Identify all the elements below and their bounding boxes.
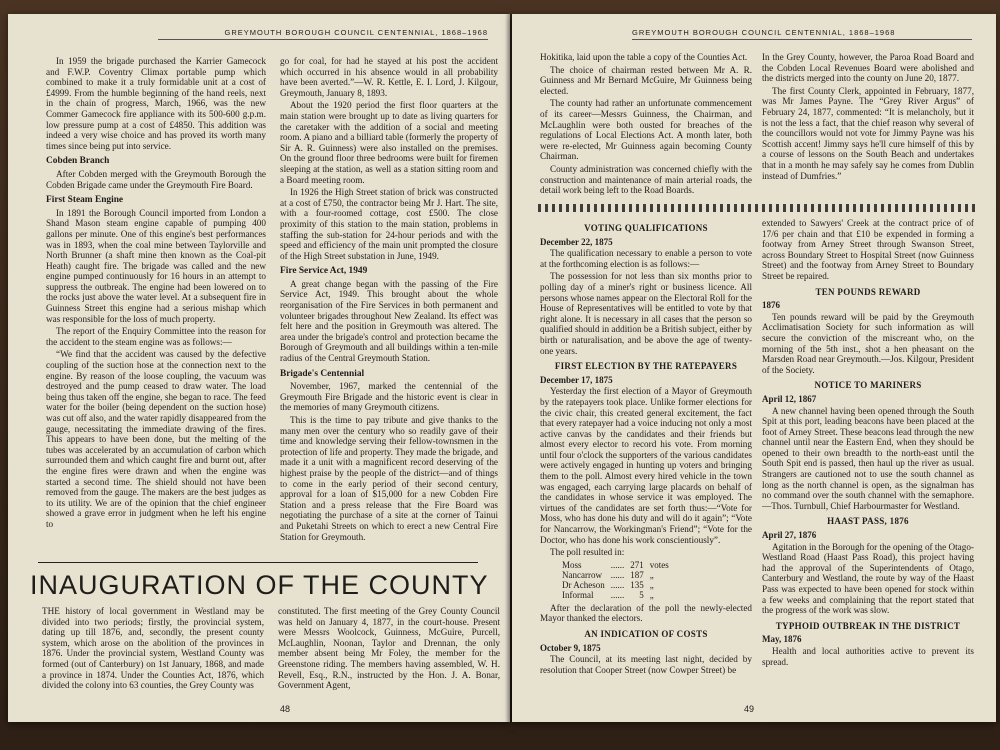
paragraph: The poll resulted in: (550, 547, 625, 558)
poll-dots: ...... (610, 579, 625, 590)
poll-dots: ...... (610, 559, 625, 570)
paragraph: November, 1967, marked the centennial of the Greymouth Fire Brigade and the historic event is clear in the memories of many Greymouth citizens. (280, 381, 498, 413)
right-top-column-1 (540, 52, 752, 202)
paragraph: The possession for not less than six months prior to polling day of a miner's right or business licence. All persons whose names appear on the Electoral Roll for the House of Representatives will be entitled to vote by that right alone. It is necessary in all cases that the person so qualified should in addition be a British subject, either by birth or naturalisation, and be above the age of twenty-one years. (540, 271, 752, 356)
poll-row (562, 590, 675, 600)
paragraph: In the Grey County, however, the Paroa Road Board and the Cobden Local Revenues Board were abolished and the districts merged into the county on June 20, 1877. (762, 52, 974, 84)
paragraph: This is the time to pay tribute and give thanks to the many men over the century who so readily gave of their time and knowledge serving their fellow-townsmen in the protection of life and property. They made the brigade, and made it a unit with a magnificent record deserving of the highest praise by the people of the district—and of things to come in the early period of their second century, approval for a loan of $15,000 for a new Cobden Fire Station and a press release that the Fire Board was negotiating the purchase of a site at the corner of Tainui and Puketahi Streets on which to erect a new Central Fire Station for Greymouth. (280, 415, 498, 542)
paragraph: Ten pounds reward will be paid by the Greymouth Acclimatisation Society for such information as will secure the conviction of the miscreant who, on the morning of the 5th inst., shot a hen pheasant on the Marsden Road near Greymouth.—Jos. Kilgour, President of the Society. (762, 311, 974, 375)
right-page (512, 14, 996, 722)
section-heading: Cobden Branch (46, 156, 110, 167)
article-headline: INAUGURATION OF THE COUNTY (30, 570, 489, 600)
decorative-divider (538, 204, 978, 212)
section-heading: NOTICE TO MARINERS (814, 380, 922, 391)
section-heading: HAAST PASS, 1876 (827, 516, 909, 527)
poll-name: Moss (562, 559, 582, 570)
running-head-left: GREYMOUTH BOROUGH COUNCIL CENTENNIAL, 1868–1968 (158, 28, 488, 40)
section-heading: TYPHOID OUTBREAK IN THE DISTRICT (775, 620, 961, 631)
section-heading: First Steam Engine (46, 195, 124, 206)
left-page (8, 14, 510, 722)
paragraph: Hokitika, laid upon the table a copy of the Counties Act. (540, 52, 748, 62)
paragraph: In 1926 the High Street station of brick was constructed at a cost of £750, the contractor being Mr J. Hart. The site, with a four-roomed cottage, cost £500. The close proximity of this station to the main station, problems in staffing the sub-station for 24-hour periods and with the speed and efficiency of the main unit prompted the closure of the High Street substation in June, 1949. (280, 187, 498, 261)
right-top-column-2 (762, 52, 974, 202)
paragraph: The Council, at its meeting last night, decided by resolution that Cooper Street (now Cowper Street) be (540, 654, 752, 675)
poll-dots: ...... (610, 569, 625, 580)
poll-row (562, 570, 675, 580)
section-date: December 17, 1875 (540, 374, 613, 385)
right-column-1 (540, 218, 752, 698)
poll-votes: 5 (639, 589, 644, 600)
section-heading: Fire Service Act, 1949 (280, 266, 368, 277)
quote-paragraph: “We find that the accident was caused by the defective coupling of the suction hose at the connection next to the engine. By reason of the loose coupling, the vacuum was destroyed and the pump ceased to draw water. The load being thus taken off the engine, she began to race. The feed water for the boiler (being dependent on the suction hose) was cut off also, and the water rapidly disappeared from the gauge, necessitating the immediate drawing of the fires. This appears to have been done, but the melting of the tubes was accelerated by an accumulation of carbon which surrounded them and which caught fire and burnt out, after the engine fires were drawn and when the engine was started a second time. The shield should not have been removed from the gauge. The makers are the best judges as to its utility. We are of the opinion that the chief engineer showed a grave error in judgment when he left his engine to (46, 349, 266, 529)
paragraph: extended to Sawyers' Creek at the contract price of of 17/6 per chain and that £10 be expended in forming a footway from Arney Street through Swanson Street, across Boundary Street to Hospital Street (now Guinness Street) and the footway from Arney Street to Boundary Street be repaired. (762, 218, 974, 281)
poll-unit: „ (649, 589, 654, 600)
poll-votes: 135 (630, 579, 644, 590)
section-date: April 27, 1876 (762, 530, 817, 541)
page-number-right: 49 (744, 704, 755, 714)
poll-dots: ...... (610, 589, 625, 600)
paragraph: Agitation in the Borough for the opening of the Otago-Westland Road (Haast Pass Road), this project having had the approval of the Superintendents of Otago, Canterbury and Westland, the route by way of the Haast Pass was expected to have been opened for stock within a few weeks and complaining that the report stated that the progress of the work was slow. (762, 541, 974, 616)
poll-name: Dr Acheson (562, 579, 605, 590)
paragraph: go for coal, for had he stayed at his post the accident which occurred in his absence would in all probability have been averted.”—W. R. Kettle, E. I. Lord, J. Kilgour, Greymouth, January 8, 1893. (280, 56, 498, 98)
section-heading: VOTING QUALIFICATIONS (584, 223, 708, 233)
section-heading: AN INDICATION OF COSTS (584, 629, 708, 639)
poll-votes: 187 (630, 569, 644, 580)
poll-name: Informal (562, 589, 594, 600)
headline-rule (38, 562, 478, 563)
page-number-left: 48 (280, 704, 291, 714)
paragraph: A new channel having been opened through the South Spit at this port, leading beacons have been placed at the foot of Arney Street. These beacons lead through the new channel until near the Eastern End, when they should be opened to their own breadth to the north-east until the South Spit end is passed, then haul up the river as usual. Strangers are cautioned not to use the south channel as long as the north channel is open, as the signalman has no command over the south channel with the semaphore.—Thos. Turnbull, Chief Harbourmaster for Westland. (762, 405, 974, 511)
poll-results-table (562, 560, 675, 600)
paragraph: The report of the Enquiry Committee into the reason for the accident to the steam engine was as follows:— (46, 326, 266, 347)
poll-unit: „ (649, 579, 654, 590)
paragraph: In 1959 the brigade purchased the Karrier Gamecock and F.W.P. Coventry Climax portable pump which combined to make it a truly formidable unit at a cost of £4999. From the humble beginning of the hand reels, next in the chain of progress, March, 1966, was the new Commer Gamecock fire appliance with its 500-600 g.p.m. low pressure pump at a cost of £4850. This addition was indeed a very wise choice and has proved its worth many times since being put into service. (46, 56, 266, 151)
paragraph: In 1891 the Borough Council imported from London a Shand Mason steam engine capable of pumping 400 gallons per minute. One of this engine's best performances was in 1893, when the coal mine between Taylorville and North Brunner (a shaft mine then known as the Coal-pit Heath) caught fire. The brigade was called and the new engine pumped continuously for 16 hours in an attempt to suppress the outbreak. The engine had been lowered on to the rocks just above the water level. At a subsequent fire in Guinness Street this engine had a serious mishap which was responsible for the loss of much property. (46, 207, 266, 324)
paragraph: After the declaration of the poll the newly-elected Mayor thanked the electors. (540, 602, 752, 624)
poll-row (562, 580, 675, 590)
section-date: December 22, 1875 (540, 236, 613, 247)
poll-unit: „ (649, 569, 654, 580)
poll-name: Nancarrow (562, 569, 602, 580)
section-heading: FIRST ELECTION BY THE RATEPAYERS (554, 361, 738, 372)
poll-unit: votes (649, 559, 669, 570)
poll-row (562, 560, 675, 570)
county-column-1 (42, 606, 264, 698)
left-column-1 (46, 56, 266, 561)
section-heading: TEN POUNDS REWARD (815, 286, 921, 297)
paragraph: About the 1920 period the first floor quarters at the main station were brought up to date as living quarters for the caretaker with the addition of a social and meeting room. A piano and a billiard table (formerly the property of Sir A. R. Guinness) were also installed on the premises. On the ground floor three bedrooms were built for firemen sleeping at the station, as well as a station sitting room and a Board meeting room. (280, 100, 498, 185)
right-column-2 (762, 218, 974, 688)
section-date: October 9, 1875 (540, 642, 601, 653)
paragraph: The county had rather an unfortunate commencement of its career—Messrs Guinness, the Chairman, and McLaughlin were both ousted for breaches of the regulations of Local Elections Act. A month later, both were re-elected, Mr Guinness again becoming County Chairman. (540, 98, 752, 162)
paragraph: Yesterday the first election of a Mayor of Greymouth by the ratepayers took place. Unlike former elections for the civic chair, this created general excitement, the fact that every ratepayer had a voice inducing not only a most active canvas by the candidates and their friends but almost every elector to record his vote. From morning until four o'clock the supporters of the various candidates were actively engaged in hunting up voters and bringing them to the poll. Almost every hired vehicle in the town was engaged, each carrying large placards on behalf of the candidates in whose service it was employed. The virtues of the candidates are set forth thus:—“Vote for Moss, who has done his duty and will do it again”; “Vote for Nancarrow, the Workingman's Friend”; “Vote for the Doctor, who has done his work conscientiously”. (540, 386, 752, 545)
paragraph: The choice of chairman rested between Mr A. R. Guinness and Mr Bernard McGuire, Mr Guinness being elected. (540, 64, 752, 96)
county-column-2 (278, 606, 500, 698)
section-date: 1876 (762, 300, 780, 311)
poll-votes: 271 (630, 559, 644, 570)
paragraph: constituted. The first meeting of the Grey County Council was held on January 4, 1877, in the court-house. Present were Messrs Woolcock, Guinness, McGuire, Purcell, McLaughlin, Noonan, Taylor and Drennan, the only member absent being Mr Foley, the member for the Greenstone riding. The members having assembled, W. H. Revell, Esq., R.N., instructed by the Hon. J. A. Bonar, Government Agent, (278, 606, 500, 691)
section-date: April 12, 1867 (762, 393, 817, 404)
paragraph: A great change began with the passing of the Fire Service Act, 1949. This brought about the whole reorganisation of the Fire Services in both permanent and volunteer brigades throughout New Zealand. Its effect was felt here and the position in Greymouth was altered. The area under the brigade's control and protection became the Borough of Greymouth and all buildings within a ten-mile radius of the Central Greymouth Station. (280, 278, 498, 364)
paragraph: County administration was concerned chiefly with the construction and maintenance of main arterial roads, the detail work being left to the Road Boards. (540, 163, 752, 196)
paragraph: The qualification necessary to enable a person to vote at the forthcoming election is as follows:— (540, 248, 752, 269)
section-heading: Brigade's Centennial (280, 368, 365, 379)
paragraph: THE history of local government in Westland may be divided into two periods; firstly, the provincial system, dating up till 1876, and, secondly, the present county system, which arose on the abolition of the provinces in 1876. Under the provincial system, Westland County was formed (out of Canterbury) on 1st January, 1868, and made a province in 1874. Under the Counties Act, 1876, which divided the colony into 63 counties, the Grey County was (42, 606, 264, 691)
running-head-right: GREYMOUTH BOROUGH COUNCIL CENTENNIAL, 1868–1968 (632, 28, 972, 40)
section-date: May, 1876 (762, 634, 802, 645)
left-column-2 (280, 56, 498, 551)
paragraph: Health and local authorities active to prevent its spread. (762, 645, 974, 667)
paragraph: The first County Clerk, appointed in February, 1877, was Mr James Payne. The “Grey River Argus” of February 24, 1877, commented: “It is melancholy, but it is not the less a fact, that the chief reason why several of the councillors would not vote for Jimmy Payne was his Scottish accent! Jimmy says he'll cure himself of this by a course of lessons on the South Beach and undertakes that in a month he may safely say he comes from Dublin instead of Dumfries.” (762, 85, 974, 181)
paragraph: After Cobden merged with the Greymouth Borough the Cobden Brigade came under the Greymouth Fire Board. (46, 168, 266, 190)
